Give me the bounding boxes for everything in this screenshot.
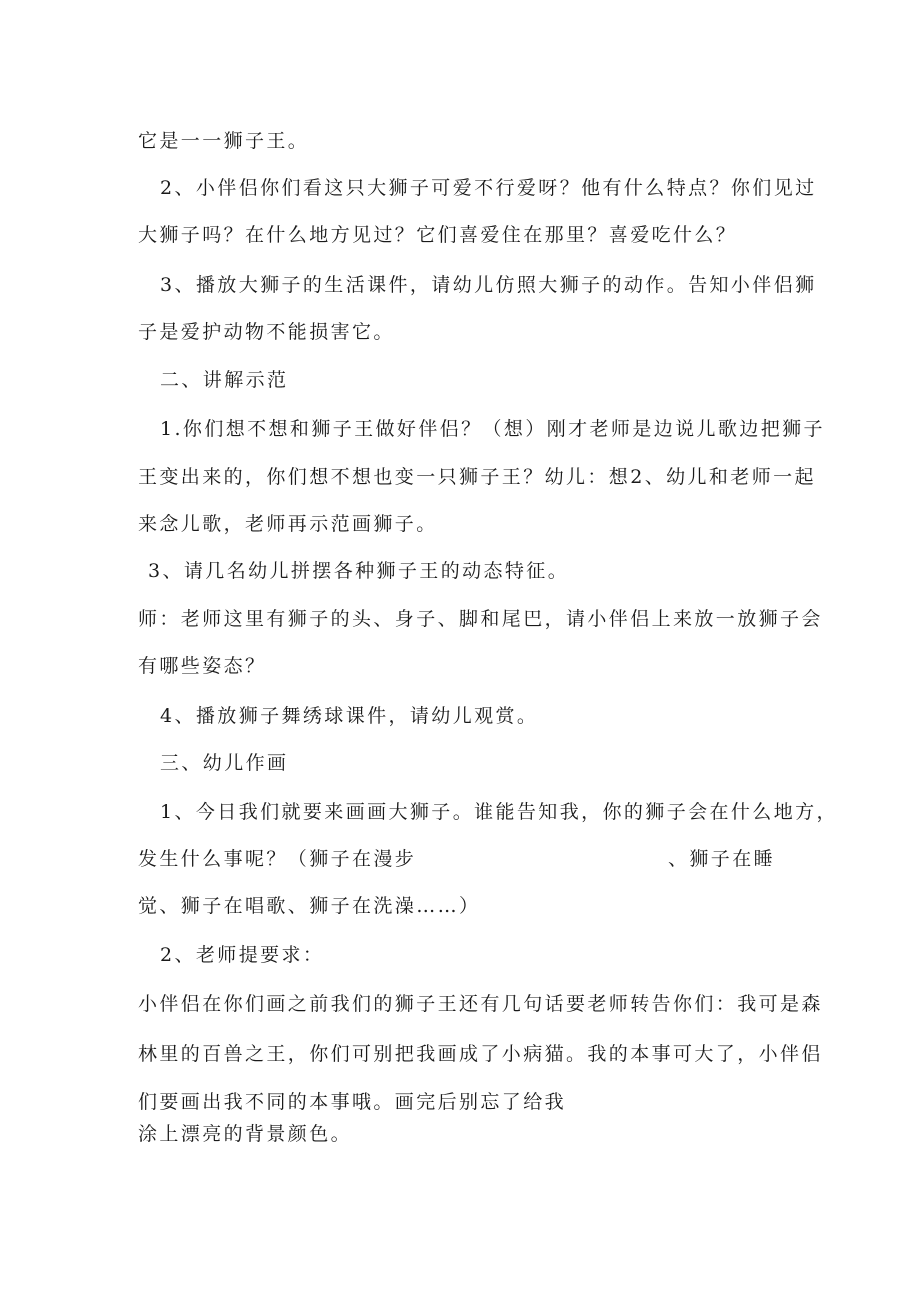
text-line-11: 师：老师这里有狮子的头、身子、脚和尾巴，请小伴侣上来放一放狮子会	[138, 608, 823, 630]
text-line-16b: 、狮子在睡	[668, 848, 776, 870]
text-line-4: 3、播放大狮子的生活课件，请幼儿仿照大狮子的动作。告知小伴侣狮	[160, 274, 817, 296]
text-line-9: 来念儿歌，老师再示范画狮子。	[138, 513, 438, 535]
text-line-16a: 发生什么事呢？（狮子在漫步	[138, 848, 417, 870]
text-line-13: 4、播放狮子舞绣球课件，请幼儿观赏。	[160, 705, 539, 727]
text-line-2: 2、小伴侣你们看这只大狮子可爱不行爱呀？他有什么特点？你们见过	[160, 177, 817, 199]
text-line-10: 3、请几名幼儿拼摆各种狮子王的动态特征。	[148, 560, 570, 582]
text-line-18: 2、老师提要求：	[160, 944, 325, 966]
section-heading-2: 二、讲解示范	[160, 369, 289, 391]
text-line-20: 林里的百兽之王，你们可别把我画成了小病猫。我的本事可大了，小伴侣	[138, 1043, 823, 1065]
text-line-3: 大狮子吗？在什么地方见过？它们喜爱住在那里？喜爱吃什么？	[138, 224, 738, 246]
text-line-21: 们要画出我不同的本事哦。画完后别忘了给我	[138, 1091, 567, 1113]
text-line-8: 王变出来的，你们想不想也变一只狮子王？幼儿：想2、幼儿和老师一起	[138, 466, 816, 488]
text-line-19: 小伴侣在你们画之前我们的狮子王还有几句话要老师转告你们：我可是森	[138, 993, 823, 1015]
text-line-22: 涂上漂亮的背景颜色。	[138, 1123, 353, 1145]
text-line-5: 子是爱护动物不能损害它。	[138, 321, 395, 343]
text-line-17: 觉、狮子在唱歌、狮子在洗澡……）	[138, 895, 481, 917]
text-line-1: 它是一一狮子王。	[138, 130, 310, 152]
text-line-12: 有哪些姿态？	[138, 655, 267, 677]
section-heading-3: 三、幼儿作画	[160, 752, 289, 774]
text-line-7: 1.你们想不想和狮子王做好伴侣？（想）刚才老师是边说儿歌边把狮子	[160, 418, 825, 440]
text-line-15: 1、今日我们就要来画画大狮子。谁能告知我，你的狮子会在什么地方，	[160, 801, 838, 823]
